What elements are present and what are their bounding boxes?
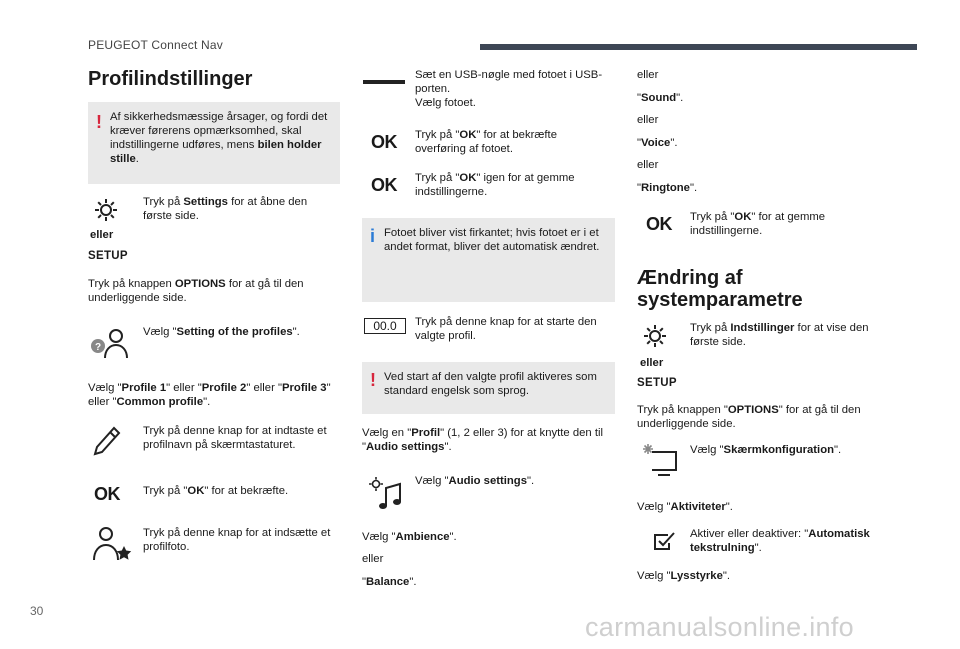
- edit-name-text: Tryk på denne knap for at indtaste et profilnavn på skærmtastaturet.: [143, 425, 327, 451]
- add-photo-text: Tryk på denne knap for at indsætte et profilfoto.: [143, 527, 331, 553]
- setup-label-col3: SETUP: [637, 377, 677, 389]
- ok-icon-transfer: OK: [371, 132, 397, 152]
- info-icon: i: [370, 226, 376, 246]
- warning-icon-language: !: [370, 370, 376, 390]
- ok-save-col3-text: Tryk på "OK" for at gemme indstillingerne.: [690, 211, 826, 237]
- warning-icon: !: [96, 112, 102, 132]
- watermark: carmanualsonline.info: [585, 612, 854, 642]
- voice-text: "Voice".: [637, 137, 678, 149]
- usb-text: Sæt en USB-nøgle med fotoet i USB-porten. Vælg fotoet.: [415, 69, 603, 109]
- step-settings: Tryk på Settings for at åbne den første side.: [143, 196, 308, 222]
- language-warning-text: Ved start af den valgte profil aktiveres som standard engelsk som sprog.: [384, 371, 597, 397]
- or-text-3: eller: [637, 159, 659, 171]
- info-note: [362, 218, 615, 302]
- options-text-col3: Tryk på knappen "OPTIONS" for at gå til den underliggende side.: [637, 404, 861, 430]
- step-settings-col3: Tryk på Indstillinger for at vise den første side.: [690, 322, 869, 348]
- choose-profile-text: Vælg "Profile 1" eller "Profile 2" eller "Profile 3" eller "Common profile".: [88, 382, 331, 408]
- svg-text:?: ?: [94, 342, 102, 353]
- ok-icon-col3: OK: [646, 214, 672, 234]
- ringtone-text: "Ringtone".: [637, 182, 698, 194]
- warning-note-language: [362, 362, 615, 414]
- icon-or-label: eller: [90, 229, 114, 241]
- or-text-2: eller: [637, 114, 659, 126]
- ambience-text: Vælg "Ambience".: [362, 531, 457, 543]
- ok-icon-save: OK: [371, 175, 397, 195]
- page-number: 30: [30, 604, 44, 618]
- profiles-icon: [88, 326, 132, 362]
- warning-text: Af sikkerhedsmæssige årsager, og fordi det kræver førerens opmærksomhed, skal indstillingerne udføres, mens bilen holder stille.: [110, 111, 328, 165]
- or-text-col2: eller: [362, 553, 384, 565]
- sound-text: "Sound".: [637, 92, 684, 104]
- gear-icon: [92, 196, 120, 224]
- warning-note: [88, 102, 340, 184]
- balance-text: "Balance".: [362, 576, 417, 588]
- icon-or-label-col3: eller: [640, 357, 664, 369]
- confirm-text: Tryk på "OK" for at bekræfte.: [143, 485, 289, 497]
- select-profiles-text: Vælg "Setting of the profiles".: [143, 326, 300, 338]
- screen-config-text: Vælg "Skærmkonfiguration".: [690, 444, 842, 456]
- select-audio-text: Vælg "Audio settings".: [415, 475, 535, 487]
- or-text-1: eller: [637, 69, 659, 81]
- ok-transfer-text: Tryk på "OK" for at bekræfte overføring af fotoet.: [415, 129, 557, 155]
- options-text: Tryk på knappen OPTIONS for at gå til den underliggende side.: [88, 278, 304, 304]
- brightness-text: Vælg "Lysstyrke".: [637, 570, 731, 582]
- activities-text: Vælg "Aktiviteter".: [637, 501, 733, 513]
- profile-photo-icon: [90, 524, 134, 564]
- auto-scroll-text: Aktiver eller deaktiver: "Automatisk tekstrulning".: [690, 528, 870, 554]
- ok-save-text: Tryk på "OK" igen for at gemme indstillingerne.: [415, 172, 575, 198]
- info-text: Fotoet bliver vist firkantet; hvis fotoet er i et andet format, bliver det automatisk ændret.: [384, 227, 600, 253]
- reset-text: Tryk på denne knap for at starte den valgte profil.: [415, 316, 597, 342]
- gear-icon-col3: [641, 322, 669, 350]
- heading-profile-settings: Profilindstillinger: [88, 68, 253, 90]
- screen-config-icon: [640, 442, 680, 478]
- setup-label: SETUP: [88, 250, 128, 262]
- heading-system-params: Ændring af systemparametre: [637, 267, 803, 311]
- header-title: PEUGEOT Connect Nav: [88, 38, 223, 52]
- header-bar: [480, 44, 917, 50]
- checkbox-icon: [652, 530, 676, 552]
- reset-button-icon: 00.0: [364, 318, 406, 334]
- ok-icon: OK: [94, 484, 120, 504]
- audio-settings-icon: [366, 474, 406, 514]
- choose-audio-text: Vælg en "Profil" (1, 2 eller 3) for at knytte den til "Audio settings".: [362, 427, 603, 453]
- usb-icon: [363, 80, 405, 84]
- pencil-icon: [92, 424, 122, 458]
